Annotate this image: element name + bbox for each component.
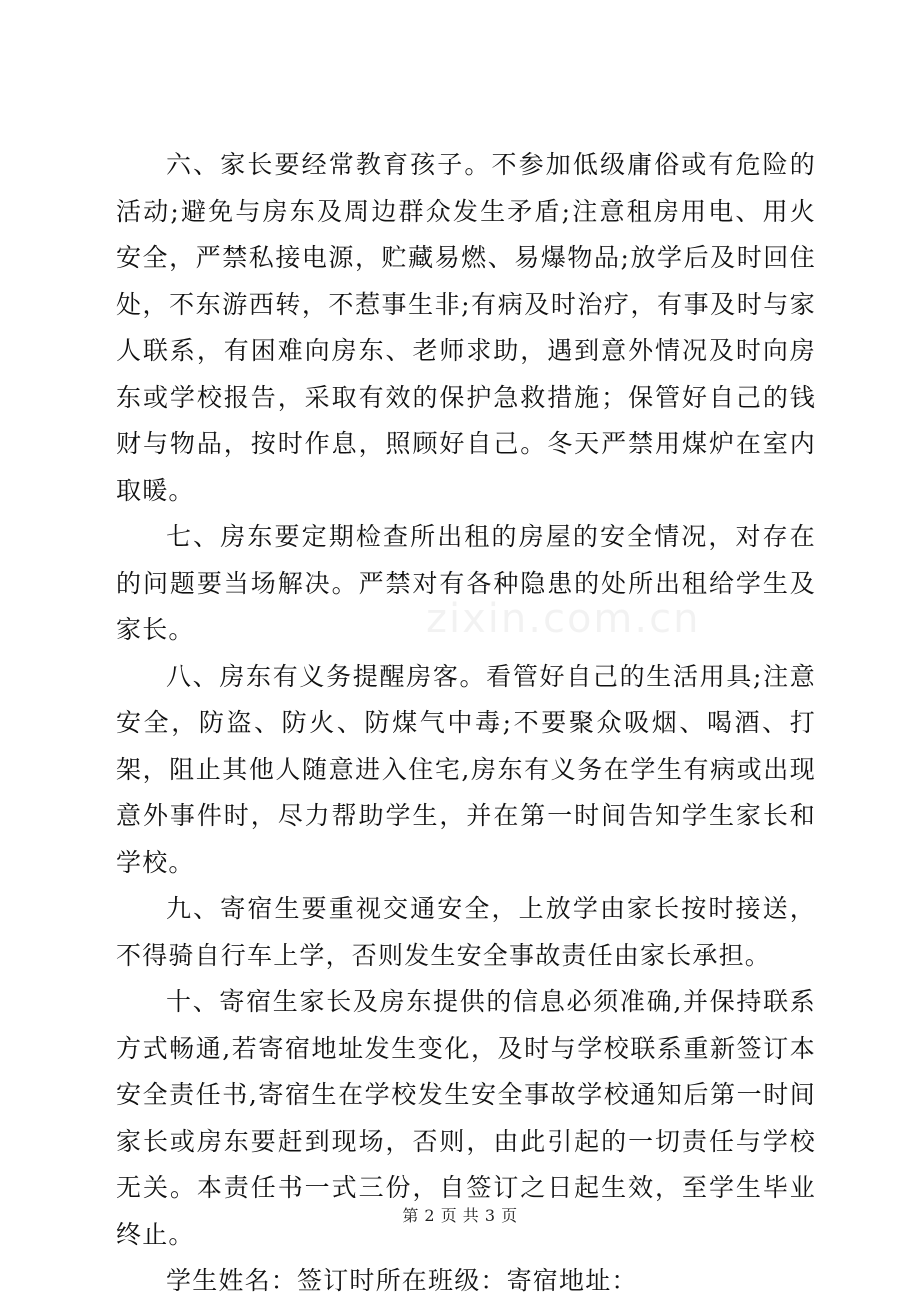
- page-number-footer: 第 2 页 共 3 页: [402, 1206, 518, 1225]
- watermark-logo: zixin.com.cn: [426, 596, 701, 642]
- paragraph-item-9: 九、寄宿生要重视交通安全，上放学由家长按时接送，不得骑自行车上学，否则发生安全事故责任由家长承担。: [116, 894, 816, 970]
- paragraph-item-7: 七、房东要定期检查所出租的房屋的安全情况，对存在的问题要当场解决。严禁对有各种隐患的处所出租给学生及家长。: [116, 522, 816, 644]
- signature-fields-line: 学生姓名：签订时所在班级：寄宿地址：: [166, 1266, 638, 1295]
- paragraph-item-6: 六、家长要经常教育孩子。不参加低级庸俗或有危险的活动;避免与房东及周边群众发生矛盾;注意租房用电、用火安全，严禁私接电源，贮藏易燃、易爆物品;放学后及时回住处，不东游西转，不惹事生非;有病及时治疗，有事及时与家人联系，有困难向房东、老师求助，遇到意外情况及时向房东或学校报告，采取有效的保护急救措施；保管好自己的钱财与物品，按时作息，照顾好自己。冬天严禁用煤炉在室内取暖。: [116, 150, 816, 505]
- paragraph-item-8: 八、房东有义务提醒房客。看管好自己的生活用具;注意安全，防盗、防火、防煤气中毒;不要聚众吸烟、喝酒、打架，阻止其他人随意进入住宅,房东有义务在学生有病或出现意外事件时，尽力帮助学生，并在第一时间告知学生家长和学校。: [116, 661, 816, 877]
- paragraph-item-10: 十、寄宿生家长及房东提供的信息必须准确,并保持联系方式畅通,若寄宿地址发生变化，及时与学校联系重新签订本安全责任书,寄宿生在学校发生安全事故学校通知后第一时间家长或房东要赶到现场，否则，由此引起的一切责任与学校无关。本责任书一式三份，自签订之日起生效，至学生毕业终止。: [116, 987, 816, 1249]
- document-body: [116, 142, 816, 1305]
